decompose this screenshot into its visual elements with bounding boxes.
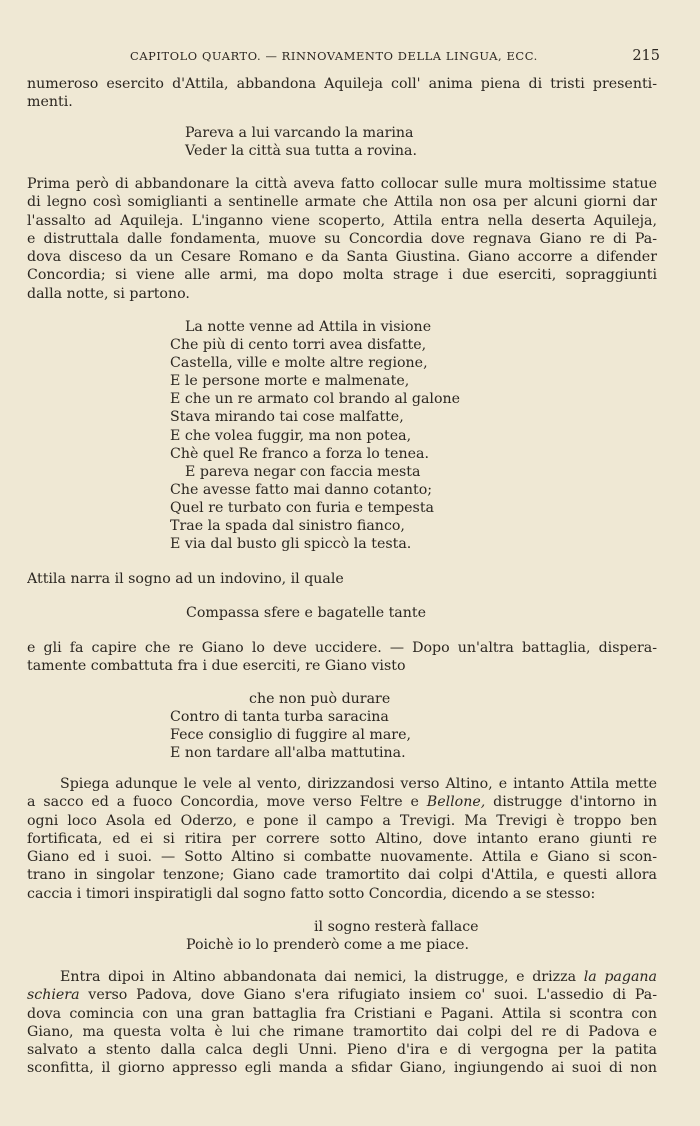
text-line (27, 968, 657, 986)
verse-line: E via dal busto gli spiccò la testa. (170, 536, 412, 553)
verse-quote-5 (186, 918, 479, 954)
text-line: menti. (27, 94, 73, 111)
text-line: dova disceso da un Cesare Romano e da Santa Giustina. Giano accorre a difender (27, 249, 657, 266)
text-line: sconfitta, il giorno appresso egli manda a sfidar Giano, ingiungendo ai suoi di non (27, 1060, 657, 1077)
text-run: Entra dipoi in Altino abbandonata dai nemici, la distrugge, e drizza (60, 969, 584, 985)
text-line: di legno così somiglianti a sentinelle armate che Attila non osa per alcuni giorni dar (27, 194, 657, 211)
text-run: distrugge d'intorno in (485, 794, 657, 811)
verse-line: E che un re armato col brando al galone (170, 391, 461, 408)
text-line: salvato a stento dalla calca degli Unni. Pieno d'ira e di vergogna per la patita (27, 1042, 657, 1059)
text-line: ogni loco Asola ed Oderzo, e pone il campo a Trevigi. Ma Trevigi è troppo ben (27, 812, 657, 829)
verse-line: E le persone morte e malmenate, (170, 373, 410, 390)
paragraph-2 (27, 175, 657, 303)
verse-line: Trae la spada dal sinistro fianco, (170, 518, 405, 535)
verse-line: Pareva a lui varcando la marina (185, 125, 414, 141)
verse-line: Castella, ville e molte altre regione, (170, 355, 428, 372)
verse-line: E che volea fuggir, ma non potea, (170, 427, 412, 444)
verse-line: Chè quel Re franco a forza lo tenea. (170, 445, 429, 462)
verse-line: Veder la città sua tutta a rovina. (185, 143, 418, 160)
text-run: a sacco ed a fuoco Concordia, move verso Feltre e (27, 794, 427, 811)
text-line: e gli fa capire che re Giano lo deve uccidere. — Dopo un'altra battaglia, dispera- (27, 640, 657, 656)
quoted-phrase-italic: la pagana (583, 969, 657, 985)
verse-quote-2 (170, 318, 460, 553)
page-number: 215 (632, 48, 660, 64)
verse-line: che non può durare (249, 691, 391, 707)
text-line (27, 793, 657, 811)
text-line: tamente combattuta fra i due eserciti, re Giano visto (27, 658, 406, 675)
paragraph-3 (27, 570, 657, 588)
verse-quote-3 (186, 604, 426, 622)
paragraph-6 (27, 968, 657, 1078)
text-line: Giano, ma questa volta è lui che rimane tramortito dai colpi del re di Padova e (27, 1023, 657, 1040)
text-line: dova comincia con una gran battaglia fra Cristiani e Pagani. Attila si scontra con (27, 1005, 657, 1022)
text-line: Giano ed i suoi. — Sotto Altino si combatte nuovamente. Attila e Giano si scon- (27, 849, 657, 866)
verse-line: Che avesse fatto mai danno cotanto; (170, 481, 433, 498)
verse-line: il sogno resterà fallace (314, 919, 479, 935)
running-title: CAPITOLO QUARTO. — RINNOVAMENTO DELLA LINGUA, ECC. (130, 49, 538, 63)
text-line: dalla notte, si partono. (27, 285, 190, 302)
text-line: l'assalto ad Aquileja. L'inganno viene scoperto, Attila entra nella deserta Aquileja, (27, 212, 657, 229)
quoted-phrase-italic: schiera (27, 987, 80, 1004)
verse-quote-1 (185, 124, 417, 160)
verse-line: Contro di tanta turba saracina (170, 709, 389, 726)
verse-quote-4 (170, 690, 411, 762)
text-line: numeroso esercito d'Attila, abbandona Aquileja coll' anima piena di tristi presenti- (27, 76, 657, 92)
text-line (27, 986, 657, 1004)
text-line: Concordia; si viene alle armi, ma dopo molta strage i due eserciti, sopraggiunti (27, 267, 657, 284)
text-line: fortificata, ed ei si ritira per correre sotto Altino, dove intanto erano giunti re (27, 830, 657, 847)
text-line: trano in singolar tenzone; Giano cade tramortito dai colpi d'Attila, e questi allora (27, 867, 657, 884)
verse-line: Quel re turbato con furia e tempesta (170, 499, 434, 516)
verse-line: Poichè io lo prenderò come a me piace. (186, 937, 470, 954)
verse-line: E pareva negar con faccia mesta (185, 463, 421, 480)
text-line: caccia i timori inspiratigli dal sogno fatto sotto Concordia, dicendo a se stesso: (27, 885, 596, 902)
verse-line: E non tardare all'alba mattutina. (170, 745, 406, 762)
text-line: Spiega adunque le vele al vento, dirizzandosi verso Altino, e intanto Attila mette (60, 776, 657, 792)
text-run: verso Padova, dove Giano s'era rifugiato insiem co' suoi. L'assedio di Pa- (79, 987, 657, 1004)
text-line: Prima però di abbandonare la città aveva fatto collocar sulle mura moltissime statue (27, 176, 657, 192)
paragraph-4 (27, 639, 657, 676)
paragraph-1 (27, 75, 657, 112)
verse-line: Compassa sfere e bagatelle tante (186, 605, 426, 621)
page-header (130, 49, 690, 69)
verse-line: Fece consiglio di fuggire al mare, (170, 727, 411, 744)
text-line: e distruttala dalle fondamenta, muove su Concordia dove regnava Giano re di Pa- (27, 230, 657, 247)
paragraph-5 (27, 775, 657, 903)
place-name-italic: Bellone, (426, 794, 486, 811)
verse-line: Che più di cento torri avea disfatte, (170, 337, 427, 354)
verse-line: Stava mirando tai cose malfatte, (170, 409, 404, 426)
verse-line: La notte venne ad Attila in visione (185, 319, 432, 335)
text-line: Attila narra il sogno ad un indovino, il quale (27, 571, 344, 587)
